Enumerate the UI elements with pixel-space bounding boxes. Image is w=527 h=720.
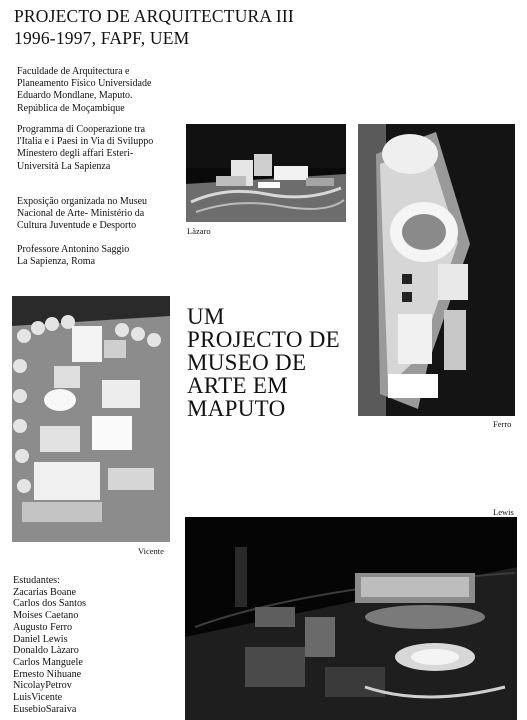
main-title-line-1: UM (187, 304, 225, 329)
student-name: EusebioSaraiva (13, 703, 77, 715)
caption-lewis: Lewis (493, 507, 514, 517)
main-title-line-5: MAPUTO (187, 396, 286, 421)
student-name: Ernesto Nihuane (13, 668, 82, 680)
exhibition-text: Exposição organizada no Museu Nacional de Arte- Ministério da Cultura Juventude e Desporto (17, 196, 148, 232)
student-name: Carlos Manguele (13, 656, 83, 668)
photo-ferro-model (358, 124, 515, 416)
main-title-line-4: ARTE EM (187, 373, 289, 398)
student-name: Zacarias Boane (13, 586, 77, 598)
photo-lewis-model (185, 517, 517, 720)
main-title-line-2: PROJECTO DE (187, 327, 341, 352)
caption-vicente: Vicente (138, 546, 164, 556)
photo-lazaro-model (186, 124, 346, 222)
header-line-1: PROJECTO DE ARQUITECTURA III (14, 6, 294, 26)
students-heading: Estudantes: (13, 575, 60, 586)
caption-ferro: Ferro (493, 419, 512, 429)
header-line-2: 1996-1997, FAPF, UEM (14, 28, 190, 48)
caption-lazaro: Làzaro (187, 226, 211, 236)
student-name: Donaldo Làzaro (13, 645, 79, 657)
student-name: LuisVicente (13, 692, 63, 704)
student-name: NicolayPetrov (13, 680, 72, 692)
student-name: Augusto Ferro (13, 621, 73, 633)
professor-text: Professore Antonino Saggio La Sapienza, Roma (17, 244, 130, 268)
main-title-line-3: MUSEO DE (187, 350, 307, 375)
students-list (13, 575, 86, 715)
cooperation-text: Programma di Cooperazione tra l'Italia e i Paesi in Via di Sviluppo Minestero degli affari Esteri- Università La Sapienza (17, 124, 154, 172)
student-name: Daniel Lewis (13, 633, 68, 645)
photo-vicente-model (12, 296, 170, 542)
student-name: Moises Caetano (13, 610, 79, 622)
faculty-text: Faculdade de Arquitectura e Planeamento Físico Universidade Eduardo Mondlane, Maputo. República de Moçambique (17, 66, 152, 114)
student-name: Carlos dos Santos (13, 598, 87, 610)
